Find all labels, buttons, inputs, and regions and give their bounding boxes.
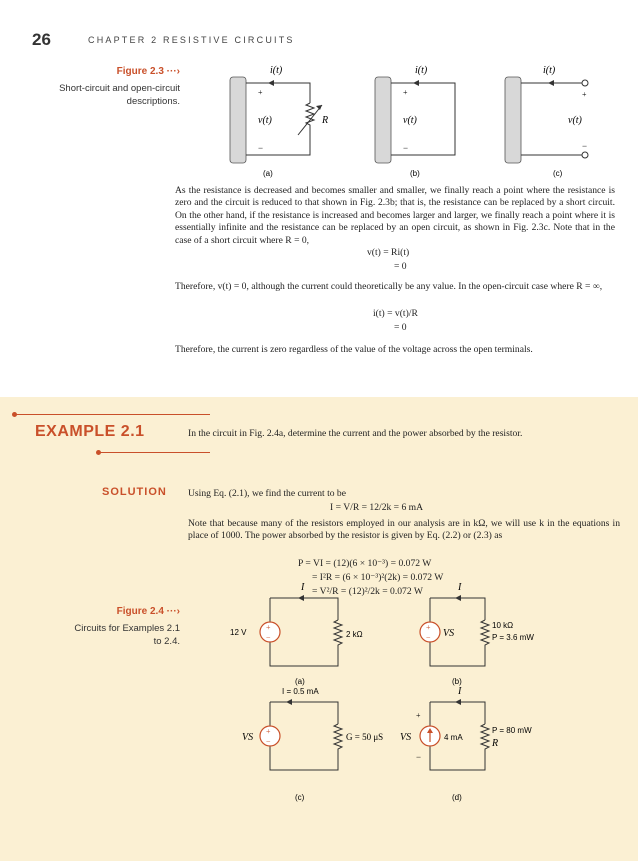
svg-text:i(t): i(t) <box>415 65 428 76</box>
page-number: 26 <box>32 30 51 49</box>
svg-text:I: I <box>458 686 462 697</box>
variable-resistor <box>306 103 314 135</box>
svg-text:+: + <box>266 727 271 736</box>
svg-text:i(t): i(t) <box>543 65 556 76</box>
figure-2-3-circuits <box>210 55 630 178</box>
svg-text:I: I <box>301 582 305 593</box>
svg-text:R: R <box>322 115 329 126</box>
svg-text:VS: VS <box>400 732 412 743</box>
svg-text:(b): (b) <box>410 169 420 178</box>
svg-text:i(t): i(t) <box>270 65 283 76</box>
solution-intro: Using Eq. (2.1), we find the current to be <box>188 488 346 499</box>
figure-2-4-circuits <box>220 582 540 820</box>
svg-text:4 mA: 4 mA <box>444 733 463 742</box>
figure-2-3-label: Figure 2.3 ···› <box>116 66 180 77</box>
equation-i-v-r: i(t) = v(t)/R <box>373 308 418 319</box>
circuit-2-3b <box>375 65 455 178</box>
example-problem: In the circuit in Fig. 2.4a, determine the current and the power absorbed by the resistor. <box>188 428 523 439</box>
svg-text:(c): (c) <box>295 793 305 802</box>
svg-text:+: + <box>426 623 431 632</box>
circuit-2-3c <box>505 65 588 178</box>
svg-text:−: − <box>266 737 271 746</box>
svg-text:−: − <box>258 143 264 153</box>
svg-text:+: + <box>403 88 408 97</box>
svg-text:I: I <box>458 582 462 593</box>
example-title: EXAMPLE 2.1 <box>35 423 145 440</box>
svg-text:(a): (a) <box>295 677 305 686</box>
figure-2-4-caption: Circuits for Examples 2.1 to 2.4. <box>74 623 180 647</box>
resistor-10k <box>481 620 489 652</box>
chapter-heading: CHAPTER 2 RESISTIVE CIRCUITS <box>88 35 295 45</box>
equation-v-zero: = 0 <box>394 261 407 272</box>
svg-text:12 V: 12 V <box>230 628 247 637</box>
svg-text:+: + <box>258 88 263 97</box>
svg-text:VS: VS <box>242 732 254 743</box>
svg-text:−: − <box>416 752 422 762</box>
circuit-2-3a <box>230 65 328 178</box>
svg-text:(d): (d) <box>452 793 462 802</box>
svg-text:10 kΩ: 10 kΩ <box>492 621 514 630</box>
circuit-2-4d <box>400 686 532 802</box>
svg-text:(a): (a) <box>263 169 273 178</box>
svg-text:2 kΩ: 2 kΩ <box>346 630 363 639</box>
paragraph-open-circuit: Therefore, v(t) = 0, although the current could theoretically be any value. In the open-circuit case where R = ∞, <box>175 281 603 292</box>
network-block <box>230 77 246 163</box>
resistor-2k <box>334 620 342 652</box>
svg-text:+: + <box>266 623 271 632</box>
figure-2-4-label: Figure 2.4 ···› <box>116 606 180 617</box>
svg-text:I = 0.5 mA: I = 0.5 mA <box>282 687 319 696</box>
svg-text:R: R <box>492 738 499 749</box>
circuit-2-4c <box>242 687 383 802</box>
svg-text:−: − <box>403 143 409 153</box>
resistor-r <box>481 724 489 756</box>
svg-text:VS: VS <box>443 628 455 639</box>
circuit-2-4a <box>230 582 363 686</box>
equation-current: I = V/R = 12/2k = 6 mA <box>330 502 424 513</box>
svg-text:(b): (b) <box>452 677 462 686</box>
network-block <box>375 77 391 163</box>
figure-2-3-caption: Short-circuit and open-circuit descriptions. <box>59 83 180 107</box>
svg-text:v(t): v(t) <box>258 115 272 126</box>
equation-v-ri: v(t) = Ri(t) <box>367 247 410 258</box>
svg-text:P = 80 mW: P = 80 mW <box>492 726 532 735</box>
solution-rule <box>98 452 210 453</box>
svg-text:G = 50 μS: G = 50 μS <box>346 732 384 742</box>
solution-note: Note that because many of the resistors employed in our analysis are in kΩ, we will use k in the equations in place of 1000. The power absorbed by the resistor is given by Eq. (2.2) or (2.3) as <box>188 518 620 542</box>
svg-text:v(t): v(t) <box>403 115 417 126</box>
network-block <box>505 77 521 163</box>
paragraph-short-circuit: As the resistance is decreased and becomes smaller and smaller, we finally reach a point where the resistance is zero and the circuit is reduced to that shown in Fig. 2.3b; that is, the resistance can be replaced by a short circuit. On the other hand, if the resistance is increased and becomes larger and larger, we finally reach a point where it is essentially infinite and the resistance can be replaced by an open circuit, as shown in Fig. 2.3c. Note that in the case of a short circuit where R = 0, <box>175 185 615 246</box>
conductance-resistor <box>334 724 342 756</box>
equation-power-3: = V²/R = (12)²/2k = 0.072 W <box>312 586 423 597</box>
svg-text:P = 3.6 mW: P = 3.6 mW <box>492 633 534 642</box>
circuit-2-4b <box>420 582 534 686</box>
svg-text:−: − <box>582 141 588 151</box>
svg-text:(c): (c) <box>553 169 563 178</box>
paragraph-current-zero: Therefore, the current is zero regardless of the value of the voltage across the open terminals. <box>175 344 533 355</box>
svg-text:+: + <box>416 711 421 720</box>
equation-i-zero: = 0 <box>394 322 407 333</box>
example-rule <box>14 414 210 415</box>
open-terminal <box>582 80 588 86</box>
equation-power-1: P = VI = (12)(6 × 10⁻³) = 0.072 W <box>298 558 432 569</box>
solution-title: SOLUTION <box>102 486 167 498</box>
svg-text:−: − <box>266 633 271 642</box>
equation-power-2: = I²R = (6 × 10⁻³)²(2k) = 0.072 W <box>312 572 444 583</box>
open-terminal <box>582 152 588 158</box>
svg-text:+: + <box>582 90 587 99</box>
svg-text:v(t): v(t) <box>568 115 582 126</box>
svg-text:−: − <box>426 633 431 642</box>
